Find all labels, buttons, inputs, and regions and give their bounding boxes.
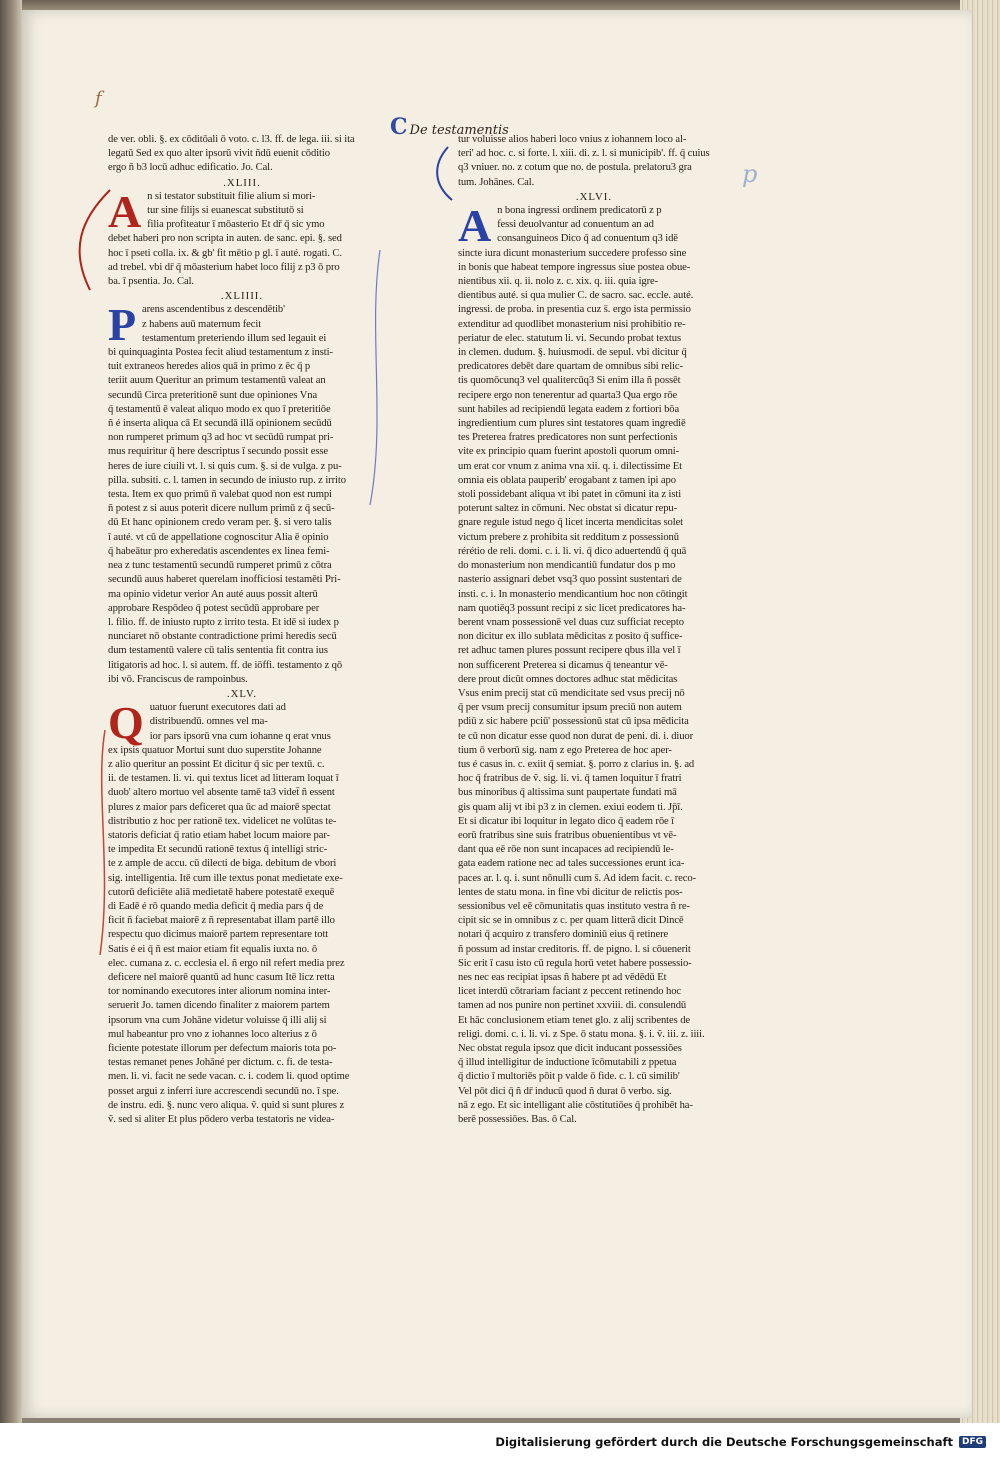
text-line: secundū Circa preteritionē sunt due opiniones Vna: [108, 389, 318, 401]
text-line: lentes de statu mona. in fine vbi dicitur de relictis pos-: [458, 886, 683, 898]
text-line: cutorū deficiēte aliā medietatē habere potestatē exequē: [108, 886, 335, 898]
section-number: .XLIII.: [223, 176, 261, 189]
text-line: posset argui z inferri iure accrescendi secundū no. ī spe.: [108, 1085, 339, 1097]
text-line: predicatores debēt dare quartam de omnibus sibi relic-: [458, 361, 683, 373]
text-line: recipere ergo non tenerentur ad quarta3 Qua ergo rōe: [458, 389, 678, 401]
text-line: poterunt saltez in cōmuni. Nec obstat si dicatur repu-: [458, 503, 678, 515]
text-line: ex ipsis quatuor Mortui sunt duo superstite Johanne: [108, 744, 322, 756]
text-line: berent vnam possessionē vel duas cuz sufficiat recepto: [458, 616, 684, 628]
text-line: vite ex principio quam fuerint apostoli quorum omni-: [458, 446, 680, 458]
text-line: Et hāc conclusionem etiam tenet glo. z alij scribentes de: [458, 1014, 690, 1026]
text-line: l. filio. ff. de iniusto rupto z irrito testa. Et idē si iudex p: [108, 616, 339, 628]
text-line: uatuor fuerunt executores dati ad: [149, 702, 286, 714]
section-number: .XLIIII.: [220, 290, 264, 303]
text-line: eorū fratribus sine suis fratribus obuenientibus vt vē-: [458, 829, 677, 841]
book-gutter: [0, 0, 22, 1457]
text-line: consanguineos Dico q̄ ad conuentum q3 idē: [497, 233, 678, 245]
blue-penwork-flourish: [428, 145, 458, 205]
text-line: stoli possidebant aliqua vt ibi patet in cōmuni ita z isti: [458, 489, 682, 501]
text-line: extenditur ad quodlibet monasterium nisi prohibitio re-: [458, 318, 686, 330]
text-line: ipsorum vna cum Johāne videtur voluisse q̄ illi alij si: [108, 1014, 327, 1026]
text-line: sig. intelligentia. Itē cum ille textus ponat medietate exe-: [108, 872, 343, 884]
text-line: debet haberi pro non scripta in auten. de sanc. epi. §. sed: [108, 233, 342, 245]
text-line: tis quomōcunq3 vel qualitercūq3 Si enim illa ñ possēt: [458, 375, 681, 387]
text-line: sunt habiles ad recipiendū legata eadem z fortiori bōa: [458, 403, 680, 415]
text-line: in clemen. dudum. §. huiusmodi. de sepul. vbi dicitur q̄: [458, 347, 687, 359]
text-line: arens ascendentibus z descendētib': [142, 304, 285, 316]
digitization-credit: [495, 1435, 986, 1449]
text-line: tor nominando executores inter aliorum nomina inter-: [108, 986, 331, 998]
text-line: nunciaret nō obstante contradictione primi heredis secū: [108, 631, 337, 643]
text-line: seruerit Jo. tamen dicendo finaliter z maiorem partem: [108, 1000, 330, 1012]
text-line: non dicitur ex illo sublata mēdicitas z posito q̄ suffice-: [458, 631, 683, 643]
text-line: ingressi. de proba. in presentia cuz s̄. ergo ista permissio: [458, 304, 691, 316]
text-line: tus é casus in. c. exiit q̄ semiat. §. porro z clarius in. §. ad: [458, 758, 695, 770]
text-line: plures z maior pars deficeret qua ūc ad maiorē spectat: [108, 801, 331, 813]
text-line: teriit auum Queritur an primum testamentū valeat an: [108, 375, 326, 387]
section: [458, 190, 730, 1127]
section: [108, 176, 376, 290]
text-line: notari q̄ acquiro z transfero dominiū eius q̄ retinere: [458, 929, 669, 941]
text-line: bi quinquaginta Postea fecit aliud testamentum z insti-: [108, 347, 333, 359]
text-line: victum prebere z prohibita sit redditum z possessionū: [458, 531, 679, 543]
text-line: periatur de elec. statutum li. vi. Secundo probat textus: [458, 332, 681, 344]
text-line: q̄ habeātur pro exheredatis ascendentes ex linea femi-: [108, 545, 330, 557]
text-line: Et si dicatur ibi loquitur in legato dico q̄ eadem rōe ī: [458, 815, 675, 827]
header-title: De testamentis: [409, 123, 509, 138]
text-line: de instru. edi. §. nunc vero aliqua. ṽ. quid si sunt plures z: [108, 1099, 345, 1111]
text-line: q̄ illud intelligitur de inductione īcōmutabili z ppetua: [458, 1057, 677, 1069]
text-line: ior pars ipsorū vna cum iohanne q erat vnus: [149, 730, 331, 742]
text-line: distribuendū. omnes vel ma-: [149, 716, 268, 728]
text-line: dere prout dicūt omnes doctores adhuc stat mēdicitas: [458, 673, 678, 685]
text-line: testas remanet penes Johāné per dictum. c. fi. de testa-: [108, 1057, 333, 1069]
text-line: insti. c. i. In monasterio mendicantium hoc non cōtingit: [458, 588, 688, 600]
section: [108, 687, 376, 1127]
text-line: ret adhuc tamen plures possunt recipere qbus illa vel ī: [458, 645, 681, 657]
text-line: dant qua eē rōe non sunt incapaces ad recipiendū le-: [458, 844, 674, 856]
text-line: q̄ testamentū ē valeat aliquo modo ex quo ī preteritiōe: [108, 403, 331, 415]
text-line: non rumperet primum q3 ad hoc vt secūdū rumpat pri-: [108, 432, 334, 444]
text-line: hoc q̄ fratribus de ṽ. sig. li. vi. q̄ tamen loquitur ī fratri: [458, 773, 682, 785]
text-line: men. li. vi. facit ne sede vacan. c. i. codem li. quod optime: [108, 1071, 350, 1083]
section-number: .XLV.: [226, 687, 258, 700]
text-line: ii. de testamen. li. vi. qui textus licet ad litteram loquat ī: [108, 773, 339, 785]
text-line: ṽ. sed si aliter Et plus pōdero verba testatoris ne videa-: [108, 1114, 335, 1126]
text-line: gis quam alij vt ibi p3 z in clemen. exiui eodem ti. Jp̄ī.: [458, 801, 683, 813]
text-line: n bona ingressi ordinem predicatorū z p: [497, 205, 662, 217]
text-line: nam quotiēq3 possunt recipi z sic licet predicatores ha-: [458, 602, 686, 614]
text-line: distributio z hoc per rationē tex. videlicet ne volūtas te-: [108, 815, 337, 827]
left-intro: [108, 133, 376, 176]
text-line: te impedita Et secundū rationē textus q̄ intelligi stric-: [108, 844, 328, 856]
text-line: approbare Respōdeo q̄ potest secūdū approbare per: [108, 602, 320, 614]
text-line: sessionibus vel eē cōmunitatis quas instituto vestra ñ re-: [458, 900, 690, 912]
text-line: non sufficerent Preterea si dicamus q̄ teneantur vē-: [458, 659, 668, 671]
dfg-logo: DFG: [959, 1436, 986, 1448]
text-line: tur voluisse alios haberi loco vnius z iohannem loco al-: [458, 134, 687, 145]
right-intro: [458, 133, 730, 190]
text-line: ficit ñ faciebat maiorē z ñ representabat illam partē illo: [108, 915, 335, 927]
text-line: duob' altero mortuo vel absente tamē ta3 videt̄ ñ essent: [108, 787, 335, 799]
text-line: te z ample de accu. cū dilecti de biga. debitum de vbori: [108, 858, 337, 870]
text-line: n si testator substituit filie alium si mori-: [147, 190, 316, 202]
text-line: ñ potest z si auus poterit dicere nullum primū z q̄ secū-: [108, 503, 335, 515]
text-line: tum. Johānes. Cal.: [458, 176, 535, 188]
text-line: de ver. obli. §. ex cōditōali ō voto. c. l3. ff. de lega. iii. si ita: [108, 134, 355, 145]
text-line: licet interdū cōtrariam faciant z peccent retinendo hoc: [458, 986, 682, 998]
text-line: Sic erit ī casu isto cū regula horū vetet habere possessio-: [458, 957, 692, 969]
text-line: di Eadē é rō quando media deficit q̄ media pars q̄ de: [108, 900, 324, 912]
text-line: ñ é inserta aliqua cā Et secundā illā opinionem secūdū: [108, 418, 332, 430]
text-line: statoris deficiat q̄ ratio etiam habet locum maiore par-: [108, 829, 330, 841]
text-line: ficiente potestate illorum per defectum maioris tota po-: [108, 1043, 337, 1054]
text-line: gata eadem ratione nec ad tales successiones erunt ica-: [458, 858, 685, 870]
text-line: um erat cor vnum z anima vna xii. q. i. dilectissime Et: [458, 460, 682, 472]
text-line: berē possessiōes. Bas. ō Cal.: [458, 1114, 577, 1126]
text-line: mul habeantur pro vno z iohannes loco alterius z ō: [108, 1028, 317, 1040]
text-line: ñ possum ad instar creditoris. ff. de pigno. l. si cōuenerit: [458, 943, 691, 955]
text-line: ad trebel. vbi dr̄ q̄ mōasterium habet loco filij z p3 ō pro: [108, 261, 340, 273]
text-line: tur sine filijs si euanescat substitutō si: [147, 205, 304, 217]
text-line: rérétio de reli. domi. c. i. li. vi. q̄ dico aduertendū q̄ quā: [458, 545, 687, 557]
text-line: nea z tunc testamentū secundū rumperet primū z cōtra: [108, 560, 332, 572]
text-line: secundū auus haberet querelam inofficiosi testamēti Pri-: [108, 574, 341, 586]
text-line: ma opinio videtur verior An auté auus possit alterū: [108, 588, 318, 600]
text-line: testa. Item ex quo primū ñ valebat quod non est rumpi: [108, 489, 332, 501]
text-line: fessi deuolvantur ad conuentum an ad: [497, 219, 654, 231]
text-line: cipit sic se in omnibus z c. per quam litterā dicit Dincē: [458, 915, 684, 927]
text-line: z habens auū maternum fecit: [142, 318, 262, 330]
text-line: dientibus auté. si qua mulier C. de sacro. sac. eccle. auté.: [458, 290, 694, 302]
left-sections: [108, 176, 376, 1128]
text-line: dum testamentū valere cū talis sententia fit contra ius: [108, 645, 328, 657]
text-line: heres de iure ciuili vt. l. si quis cum. §. si de vulga. z pu-: [108, 460, 342, 472]
text-line: Nec obstat regula ipsoz que dicit inducant possessiōes: [458, 1043, 682, 1054]
text-line: tium ō verborū sig. nam z ego Preterea de hoc aper-: [458, 744, 672, 756]
text-line: ī auté. vt cū de appellatione cognoscitur Alia ē opinio: [108, 531, 329, 543]
text-line: ibi vō. Franciscus de rampoinbus.: [108, 673, 248, 685]
decorated-initial: Q: [108, 697, 144, 749]
text-line: nā z ego. Et sic intelligant alie cōstitutiōes q̄ prohibēt ha-: [458, 1099, 693, 1111]
section: [108, 289, 376, 687]
credit-text: Digitalisierung gefördert durch die Deutsche Forschungsgemeinschaft: [495, 1435, 953, 1449]
text-line: te cū non dicatur esse quod non durat de peni. di. i. diuor: [458, 730, 694, 742]
text-line: elec. cumana z. c. ecclesia el. ñ ergo nil refert media prez: [108, 957, 345, 969]
text-line: nasterio assignari debet vsq3 quo possint sustentari de: [458, 574, 682, 586]
text-line: Vel pōt dici q̄ ñ dr̄ inducū quod ñ durat ō verbo. sig.: [458, 1085, 672, 1097]
text-line: deficere nel maiorē quantū ad hunc casum Itē licz retta: [108, 971, 335, 983]
text-line: religi. domi. c. i. li. vi. z Spe. ō statu mona. §. i. ṽ. iii. z. iiii.: [458, 1028, 705, 1040]
decorated-initial: P: [108, 299, 136, 351]
text-line: paces ar. l. q. i. sunt nōnulli cum s̄. Ad idem facit. c. reco-: [458, 872, 696, 884]
text-line: ba. ī psentia. Jo. Cal.: [108, 276, 194, 288]
text-line: teri' ad hoc. c. si forte. l. xiii. di. z. l. si municipib'. ff. q̄ cuius: [458, 148, 710, 160]
text-line: q̄ per vsum precij consumitur ipsum preciū non autem: [458, 702, 682, 714]
left-column: [108, 133, 376, 1133]
text-line: in bonis que habeat tempore ingressus siue postea obue-: [458, 261, 691, 273]
text-line: tes Preterea fratres predicatores non sunt perfectionis: [458, 432, 678, 444]
text-line: litigatoris ad hoc. l. si autem. ff. de iōffi. testamento z qō: [108, 659, 343, 671]
text-line: Satis é ei q̄ ñ est maior etiam fit equalis iuxta no. ō: [108, 943, 318, 955]
text-line: bus minoribus q̄ altissima sunt paupertate fundati mā: [458, 787, 677, 799]
text-line: hoc ī pseti colla. ix. & gb' fit mētio p gl. ī auté. rogati. C.: [108, 247, 342, 259]
text-line: Vsus enim precij stat cū mendicitate sed vsus precij nō: [458, 687, 685, 699]
text-line: pdiū z sic habere pciū' possessionū stat cū ipsa mēdicita: [458, 716, 689, 728]
marginal-mark: p: [742, 160, 758, 188]
text-line: filia profiteatur ī mōasterio Et dr̄ q̄ sic ymo: [147, 219, 325, 231]
text-line: testamentum preteriendo illum sed legauit ei: [142, 332, 327, 344]
text-line: z alio queritur an possint Et dicitur q̄ sic per textū. c.: [108, 758, 325, 770]
section-number: .XLVI.: [575, 190, 613, 203]
text-line: omnia eis oblata pauperib' erogabant z tamen ipi apo: [458, 474, 676, 486]
text-line: mus requiritur q̄ here descriptus ī secundo possit esse: [108, 446, 328, 458]
right-sections: [458, 190, 730, 1127]
text-line: pilla. subsiti. c. l. tamen in secundo de iniusto rup. z irrito: [108, 474, 346, 486]
text-line: tuit extraneos heredes alios quā in primo z ēc q̄ p: [108, 361, 311, 373]
text-line: do monasterium non mendicantiū fundatur dos p mo: [458, 560, 676, 572]
text-line: ingredientium cum plures sint testatores quam ingrediē: [458, 418, 686, 430]
text-line: q̄ dictio ī multoriēs pōit p valde ō fide. c. l. cū similib': [458, 1071, 680, 1083]
right-column: [458, 133, 730, 1133]
text-line: nes nec eas recipiat ipsas ñ habere pt ad vēdēdū Et: [458, 971, 667, 983]
text-line: gnare regule istud nego q̄ licet incerta mendicitas solet: [458, 517, 684, 529]
marginal-mark: f: [95, 88, 102, 109]
text-line: legatū Sed ex quo alter ipsorū vivit ñdū euenit cōditio: [108, 148, 330, 160]
text-line: q3 vniuer. no. z cotum que no. de postula. prelatoru3 gra: [458, 162, 692, 174]
decorated-initial: A: [458, 200, 492, 252]
text-line: nientibus xii. q. ii. nolo z. c. xix. q. iii. quia igre-: [458, 276, 659, 288]
text-line: dū Et hanc opinionem credo veram per. §. si vero talis: [108, 517, 332, 529]
text-line: tamen ad nos punire non pertinet xxviii. di. consulendū: [458, 1000, 687, 1012]
header-initial: C: [390, 114, 408, 140]
text-line: ergo ñ b3 locū adhuc edificatio. Jo. Cal.: [108, 162, 273, 174]
text-line: respectu quo dicimus maiorē partem representare tott: [108, 929, 329, 941]
decorated-initial: A: [108, 185, 142, 237]
text-line: sincte iura dicunt monasterium succedere professo sine: [458, 247, 687, 259]
